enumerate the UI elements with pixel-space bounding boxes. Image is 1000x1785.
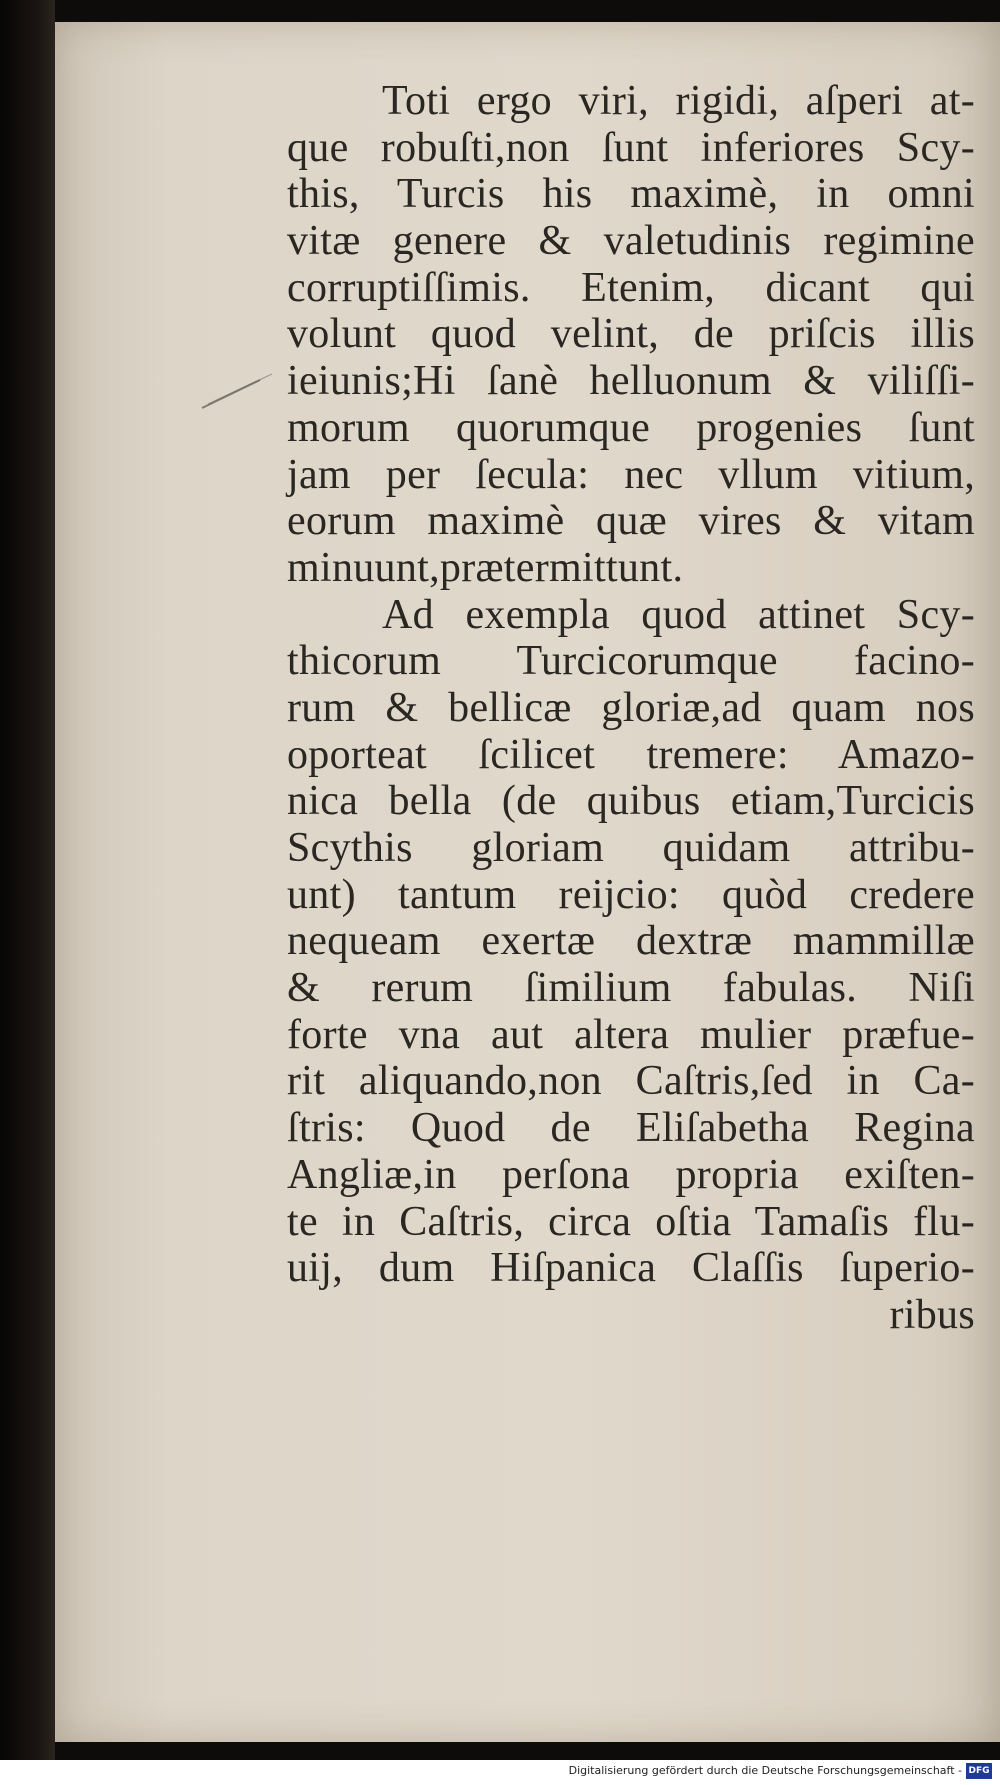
text-line: que robuſti,non ſunt inferiores Scy-: [287, 124, 975, 171]
text-line: Ad exempla quod attinet Scy-: [382, 591, 975, 638]
text-line: morum quorumque progenies ſunt: [287, 404, 975, 451]
text-line: minuunt,prætermittunt.: [287, 544, 684, 591]
text-line: oporteat ſcilicet tremere: Amazo-: [287, 731, 975, 778]
pen-mark-icon: [200, 372, 280, 412]
funding-credit: Digitalisierung gefördert durch die Deutsche Forschungsgemeinschaft -: [568, 1764, 962, 1777]
text-line: unt) tantum reijcio: quòd credere: [287, 871, 975, 918]
digitization-footer: [0, 1760, 1000, 1785]
text-line: nica bella (de quibus etiam,Turcicis: [287, 778, 975, 825]
text-line: forte vna aut altera mulier præfue-: [287, 1011, 975, 1058]
catchword: ribus: [889, 1291, 975, 1338]
text-line: rum & bellicæ gloriæ,ad quam nos: [287, 684, 975, 731]
text-line: vitæ genere & valetudinis regimine: [287, 218, 975, 265]
body-text: [287, 78, 975, 1339]
text-line: corruptiſſimis. Etenim, dicant qui: [287, 264, 975, 311]
text-line: nequeam exertæ dextræ mammillæ: [287, 918, 975, 965]
text-line: volunt quod velint, de priſcis illis: [287, 311, 975, 358]
text-line: thicorum Turcicorumque facino-: [287, 638, 975, 685]
text-line: Toti ergo viri, rigidi, aſperi at-: [382, 78, 975, 124]
text-line: ieiunis;Hi ſanè helluonum & viliſſi-: [287, 358, 975, 405]
text-line: uij, dum Hiſpanica Claſſis ſuperio-: [287, 1245, 975, 1292]
text-line: ſtris: Quod de Eliſabetha Regina: [287, 1105, 975, 1152]
dfg-logo-icon: DFG: [966, 1763, 992, 1779]
text-line: & rerum ſimilium fabulas. Niſi: [287, 965, 975, 1012]
text-line: jam per ſecula: nec vllum vitium,: [287, 451, 975, 498]
text-line: this, Turcis his maximè, in omni: [287, 171, 975, 218]
text-line: eorum maximè quæ vires & vitam: [287, 498, 975, 545]
text-line: Scythis gloriam quidam attribu-: [287, 825, 975, 871]
text-line: te in Caſtris, circa oſtia Tamaſis flu-: [287, 1198, 975, 1245]
text-line: Angliæ,in perſona propria exiſten-: [287, 1151, 975, 1198]
text-line: rit aliquando,non Caſtris,ſed in Ca-: [287, 1058, 975, 1105]
binding-edge: [0, 0, 55, 1785]
